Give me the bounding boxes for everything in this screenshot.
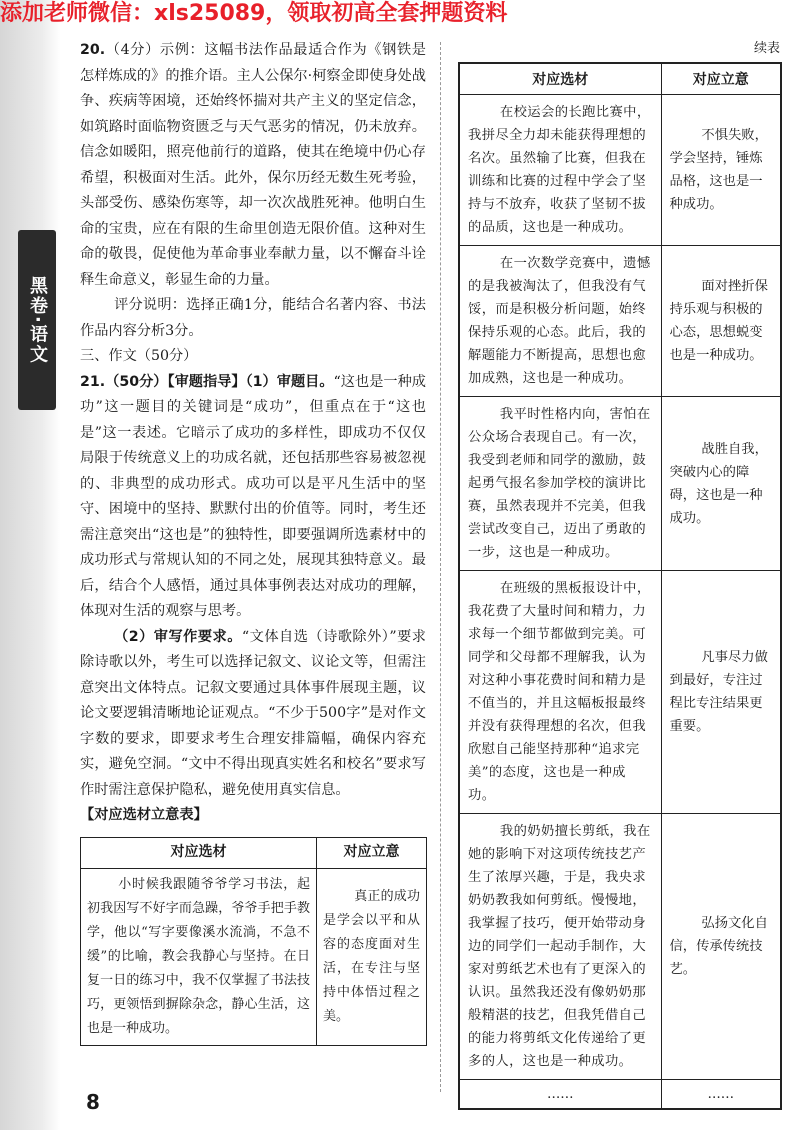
section-3-heading: 三、作文（50分） [80,348,198,364]
continued-label: 续表 [753,41,780,56]
q20-answer [80,38,426,293]
table-row [459,571,781,814]
row-theme: 面对挫折保持乐观与积极的心态，思想蜕变也是一种成功。 [669,279,768,363]
row-material: 在校运会的长跑比赛中，我拼尽全力却未能获得理想的名次。虽然输了比赛，但我在训练和比赛的过程中学会了坚持与不放弃，收获了坚韧不拔的品质，这也是一种成功。 [468,105,651,235]
table-header-row [459,63,781,95]
promo-banner: 添加老师微信：xls25089，领取初高全套押题资料 [0,1,508,26]
page-edge-shadow [0,0,60,1130]
row-theme: 不惧失败，学会坚持，锤炼品格，这也是一种成功。 [669,128,768,212]
q21-part2-lead: （2）审写作要求。 [114,628,242,645]
table-row [459,397,781,571]
table-header-row [81,837,427,868]
row-material: 在班级的黑板报设计中，我花费了大量时间和精力，力求每一个细节都做到完美。可同学和父母都不理解我，认为对这种小事花费时间和精力是不值当的，并且这幅板报最终并没有获得理想的名次，但我欣慰自己能坚持那种“追求完美”的态度，这也是一种成功。 [468,581,651,803]
material-theme-table-continued [458,62,782,1110]
table-row [459,246,781,397]
q20-number: 20. [80,42,106,58]
q21-part1-lead: （50分）【审题指导】（1）审题目。 [105,373,334,390]
q20-text: （4分）示例：这幅书法作品最适合作为《钢铁是怎样炼成的》的推介语。主人公保尔·柯察金即使身处战争、疾病等困境，还始终怀揣对共产主义的坚定信念，如筑路时面临物资匮乏与天气恶劣的情况，仍未放弃。信念如暖阳，照亮他前行的道路，使其在绝境中仍心存希望，积极面对生活。此外，保尔历经无数生死考验，头部受伤、感染伤寒等，却一次次战胜死神。他明白生命的宝贵，应在有限的生命里创造无限价值。这种对生命的敬畏，促使他为革命事业奉献力量，以不懈奋斗诠释生命意义，彰显生命的力量。 [80,42,426,288]
header-material: 对应选材 [459,63,661,95]
q21-number: 21. [80,373,106,390]
q20-scoring: 评分说明：选择正确1分，能结合名著内容、书法作品内容分析3分。 [80,297,426,339]
page-number: 8 [86,1090,100,1114]
row-material: 我的奶奶擅长剪纸，我在她的影响下对这项传统技艺产生了浓厚兴趣，于是，我央求奶奶教我如何剪纸。慢慢地，我掌握了技巧，便开始带动身边的同学们一起动手制作，大家对剪纸艺术也有了更深入的认识。虽然我还没有像奶奶那般精湛的技艺，但我凭借自己的能力将剪纸文化传递给了更多的人，这也是一种成功。 [468,824,651,1069]
row-theme: 凡事尽力做到最好，专注过程比专注结果更重要。 [669,650,768,734]
row-theme: 弘扬文化自信，传承传统技艺。 [669,916,768,977]
side-tab [18,230,56,410]
table-row [459,814,781,1080]
q21-part2 [80,625,426,804]
ellipsis-theme: …… [661,1080,781,1110]
header-material: 对应选材 [81,837,317,868]
row-theme: 真正的成功是学会以平和从容的态度面对生活，在专注与坚持中体悟过程之美。 [323,888,420,1024]
header-theme: 对应立意 [661,63,781,95]
left-column [80,38,426,1046]
row-material: 我平时性格内向，害怕在公众场合表现自己。有一次，我受到老师和同学的激励，鼓起勇气报名参加学校的演讲比赛，虽然表现并不完美，但我尝试改变自己，迈出了勇敢的一步，这也是一种成功。 [468,407,651,560]
side-tab-label: 黑卷·语文 [27,275,48,365]
q21-part1 [80,370,426,625]
material-theme-table [80,837,427,1046]
table-row [459,95,781,246]
ellipsis-material: …… [459,1080,661,1110]
column-divider [440,42,441,1092]
table-row [81,868,427,1045]
q21-part2-text: “文体自选（诗歌除外）”要求除诗歌以外，考生可以选择记叙文、议论文等，但需注意突出文体特点。记叙文要通过具体事件展现主题，议论文要逻辑清晰地论证观点。“不少于500字”是对作文字数的要求，即要求考生合理安排篇幅，确保内容充实，避免空洞。“文中不得出现真实姓名和校名”要求写作时需注意保护隐私，避免使用真实信息。 [80,628,426,798]
table-ellipsis-row [459,1080,781,1110]
table-title: 【对应选材立意表】 [80,807,208,823]
row-material: 小时候我跟随爷爷学习书法，起初我因写不好字而急躁，爷爷手把手教学，他以“写字要像溪水流淌，不急不缓”的比喻，教会我静心与坚持。在日复一日的练习中，我不仅掌握了书法技巧，更领悟到摒除杂念，静心生活，这也是一种成功。 [87,876,310,1036]
header-theme: 对应立意 [317,837,427,868]
q21-part1-text: “这也是一种成功”这一题目的关键词是“成功”，但重点在于“这也是”这一表述。它暗示了成功的多样性，即成功不仅仅局限于传统意义上的功成名就，还包括那些容易被忽视的、非典型的成功形式。成功可以是平凡生活中的坚守、困境中的坚持、默默付出的价值等。同时，考生还需注意突出“这也是”的独特性，即要强调所选素材中的成功形式与常规认知的不同之处，展现其独特意义。最后，结合个人感悟，通过具体事例表达对成功的理解，体现对生活的观察与思考。 [80,373,426,619]
right-column [458,38,780,1110]
row-theme: 战胜自我，突破内心的障碍，这也是一种成功。 [669,441,768,526]
row-material: 在一次数学竞赛中，遗憾的是我被淘汰了，但我没有气馁，而是积极分析问题，始终保持乐观的心态。此后，我的解题能力不断提高，思想也愈加成熟，这也是一种成功。 [468,256,651,386]
